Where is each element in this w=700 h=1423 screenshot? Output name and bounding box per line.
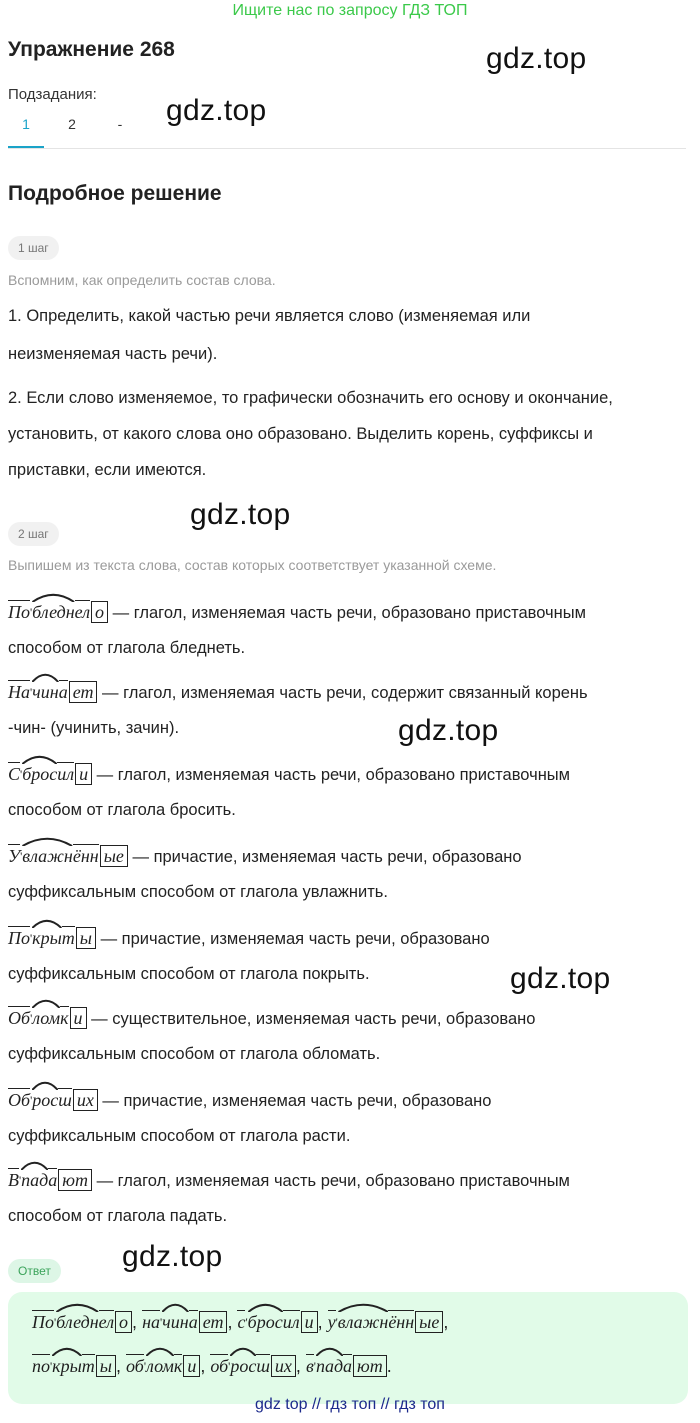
ending-box: ют [58,1169,92,1191]
word-description: — глагол, изменяемая часть речи, образовано приставочным [108,604,586,622]
root-arc-mark [338,1303,389,1312]
prefix-mark: в [305,1356,314,1376]
exercise-title: Упражнение 268 [8,38,175,61]
morpheme-word: По'бледн ел о [32,1312,132,1332]
root-arc-mark [32,673,59,682]
root-arc-mark [32,1081,58,1090]
ending-box: ы [96,1355,116,1377]
suffix-mark: ил [282,1312,300,1332]
ending-box: о [115,1311,132,1333]
step-text: неизменяемая часть речи). [8,345,218,363]
suffix-mark: к [173,1356,183,1376]
suffix-mark: т [61,928,75,948]
suffix-mark: ённ [388,1312,415,1332]
suffix-mark: т [81,1356,95,1376]
morpheme-word: в'пад а ют [306,1356,387,1376]
ending-box: о [91,601,108,623]
tab-subtask-2[interactable]: 2 [68,116,76,132]
word-analysis-line [8,1000,535,1036]
ending-box: ы [76,927,96,949]
root-mark: чин [162,1312,189,1332]
morpheme-word: По'бледн ел о [8,602,108,622]
suffix-mark: ённ [72,846,99,866]
morpheme-word: с'брос ил и [237,1312,317,1332]
prefix-mark: Об [8,1008,31,1028]
prefix-mark: У [8,846,21,866]
ending-box: ет [199,1311,228,1333]
prefix-mark: В [8,1170,19,1190]
morpheme-word: В'пад а ют [8,1170,92,1190]
morpheme-word: Об'рос ш их [8,1090,98,1110]
watermark: gdz.top [486,42,587,75]
answer-line: по'кры т ы , об'лом к и , об'рос ш их , в'пад а ют . [32,1348,392,1384]
step-text: 2. Если слово изменяемое, то графически обозначить его основу и окончание, [8,389,613,407]
answer-box [8,1292,688,1404]
root-arc-mark [32,919,62,928]
tab-subtask-3[interactable]: - [117,116,123,132]
root-arc-mark [56,1303,98,1312]
root-arc-mark [22,837,73,846]
morpheme-word: С'брос ил и [8,764,92,784]
step-hint: Выпишем из текста слова, состав которых соответствует указанной схеме. [8,557,497,573]
root-arc-mark [316,1347,343,1356]
ending-box: их [73,1089,98,1111]
word-analysis-line [8,920,490,956]
step-text: установить, от какого слова оно образовано. Выделить корень, суффиксы и [8,425,593,443]
root-mark: лом [146,1356,174,1376]
word-analysis-line [8,838,522,874]
word-description: — глагол, изменяемая часть речи, содержит связанный корень [97,684,588,702]
suffix-mark: а [58,682,68,702]
watermark: gdz.top [190,498,291,531]
suffix-mark: ил [57,764,75,784]
morpheme-word: на'чин а ет [142,1312,227,1332]
ending-box: ые [415,1311,443,1333]
word-description: суффиксальным способом от глагола увлажнить. [8,883,388,901]
prefix-mark: на [142,1312,160,1332]
root-mark: пад [316,1356,343,1376]
morpheme-word: у'влажн ённ ые [328,1312,444,1332]
subtasks-label: Подзадания: [8,86,97,103]
root-mark: рос [32,1090,58,1110]
word-description: суффиксальным способом от глагола покрыть. [8,965,370,983]
morpheme-word: об'рос ш их [210,1356,296,1376]
root-mark: бледн [32,602,74,622]
word-description: -чин- (учинить, зачин). [8,719,180,737]
root-arc-mark [230,1347,256,1356]
suffix-mark: а [188,1312,198,1332]
ending-box: и [75,763,92,785]
ending-box: ет [69,681,98,703]
prefix-mark: На [8,682,30,702]
prefix-mark: По [8,928,30,948]
ending-box: и [301,1311,318,1333]
prefix-mark: Об [8,1090,31,1110]
morpheme-word: Об'лом к и [8,1008,87,1028]
suffix-mark: ел [74,602,91,622]
watermark: gdz.top [166,94,267,127]
tab-subtask-1[interactable]: 1 [8,116,44,148]
prefix-mark: По [8,602,30,622]
watermark: gdz.top [510,962,611,995]
ending-box: ют [353,1355,387,1377]
word-description: способом от глагола падать. [8,1207,228,1225]
step-text: приставки, если имеются. [8,461,207,479]
subtask-tabs [8,116,686,149]
word-description: суффиксальным способом от глагола обломать. [8,1045,381,1063]
root-mark: кры [52,1356,82,1376]
suffix-mark: ш [58,1090,72,1110]
section-title: Подробное решение [8,182,222,205]
answer-line: По'бледн ел о , на'чин а ет , с'брос ил и , у'влажн ённ ые , [32,1304,448,1340]
word-description: суффиксальным способом от глагола расти. [8,1127,351,1145]
root-mark: влажн [338,1312,389,1332]
word-analysis-line [8,674,588,710]
word-description: — причастие, изменяемая часть речи, образовано [97,1092,492,1110]
root-arc-mark [32,593,74,602]
prefix-mark: у [327,1312,336,1332]
suffix-mark: к [60,1008,69,1028]
step-text: 1. Определить, какой частью речи является слово (изменяемая или [8,307,531,325]
word-description: — причастие, изменяемая часть речи, образовано [96,930,490,948]
ending-box: и [70,1007,87,1029]
root-mark: брос [22,764,57,784]
word-description: — глагол, изменяемая часть речи, образовано приставочным [92,766,571,784]
morpheme-word: На'чин а ет [8,682,97,702]
root-arc-mark [162,1303,189,1312]
morpheme-word: По'кры т ы [8,928,96,948]
word-description: способом от глагола бросить. [8,801,236,819]
word-description: — существительное, изменяемая часть речи, образовано [86,1010,536,1028]
prefix-mark: По [32,1312,54,1332]
ending-box: их [271,1355,296,1377]
watermark: gdz.top [398,714,499,747]
root-arc-mark [52,1347,82,1356]
word-description: — глагол, изменяемая часть речи, образовано приставочным [91,1172,570,1190]
word-description: — причастие, изменяемая часть речи, образовано [127,848,522,866]
search-banner[interactable]: Ищите нас по запросу ГДЗ ТОП [232,2,468,19]
morpheme-word: об'лом к и [126,1356,200,1376]
step-hint: Вспомним, как определить состав слова. [8,272,276,288]
suffix-mark: а [343,1356,353,1376]
root-mark: пад [21,1170,48,1190]
morpheme-word: по'кры т ы [32,1356,116,1376]
suffix-mark: а [48,1170,58,1190]
prefix-mark: С [8,764,21,784]
root-mark: чин [32,682,59,702]
root-mark: влажн [22,846,73,866]
ending-box: и [183,1355,200,1377]
root-mark: брос [248,1312,283,1332]
suffix-mark: ел [98,1312,115,1332]
word-analysis-line [8,594,586,630]
word-analysis-line [8,756,570,792]
root-mark: рос [230,1356,256,1376]
root-arc-mark [248,1303,283,1312]
prefix-mark: по [32,1356,50,1376]
ending-box: ые [100,845,128,867]
step-badge: 1 шаг [8,236,59,260]
root-arc-mark [22,755,57,764]
root-mark: лом [32,1008,60,1028]
word-analysis-line [8,1162,570,1198]
root-arc-mark [21,1161,48,1170]
suffix-mark: ш [256,1356,270,1376]
morpheme-word: У'влажн ённ ые [8,846,128,866]
word-analysis-line [8,1082,491,1118]
prefix-mark: об [126,1356,144,1376]
root-arc-mark [146,1347,174,1356]
root-mark: кры [32,928,62,948]
watermark: gdz.top [122,1240,223,1273]
word-description: способом от глагола бледнеть. [8,639,246,657]
root-arc-mark [32,999,60,1008]
root-mark: бледн [56,1312,98,1332]
step-badge: 2 шаг [8,522,59,546]
footer-links[interactable]: gdz top // гдз топ // гдз топ [255,1396,445,1413]
answer-badge: Ответ [8,1259,61,1283]
prefix-mark: об [210,1356,229,1376]
prefix-mark: с [237,1312,246,1332]
